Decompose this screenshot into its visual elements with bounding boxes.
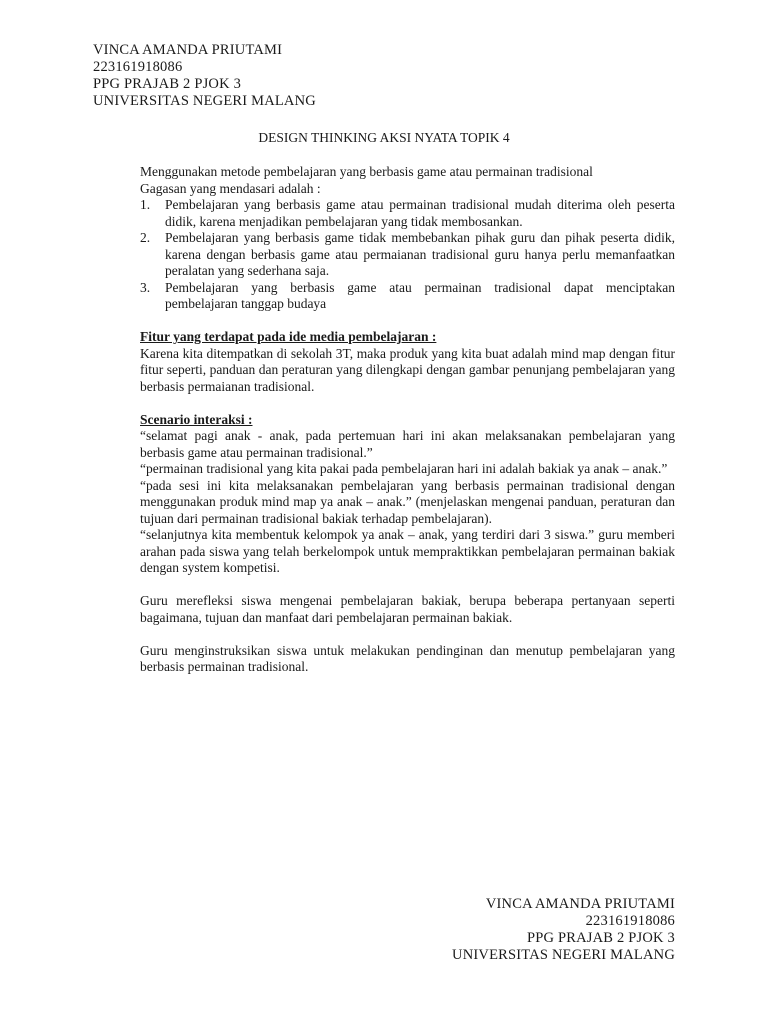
ideas-list [140, 197, 675, 313]
list-item [140, 197, 675, 230]
author-name: VINCA AMANDA PRIUTAMI [485, 896, 675, 912]
list-number: 2. [140, 230, 151, 245]
paragraph: “pada sesi ini kita melaksanakan pembelajaran yang berbasis permainan tradisional dengan menggunakan produk mind map ya anak – anak.” (menjelaskan mengenai panduan, peraturan dan tujuan dari permainan tradisional bakiak terhadap pembelajaran). [140, 477, 675, 526]
spacer [140, 395, 675, 412]
student-id: 223161918086 [585, 913, 675, 929]
spacer [140, 626, 675, 643]
paragraph: Guru menginstruksikan siswa untuk melakukan pendinginan dan menutup pembelajaran yang berbasis permainan tradisional. [140, 642, 675, 674]
spacer [140, 577, 675, 594]
program-name: PPG PRAJAB 2 PJOK 3 [93, 76, 242, 92]
list-text: Pembelajaran yang berbasis game tidak membebankan pihak guru dan pihak peserta didik, karena dengan berbasis game atau permaianan tradisional guru hanya perlu memanfaatkan peralatan yang sederhana saja. [165, 230, 675, 278]
list-number: 1. [140, 197, 151, 212]
list-item [140, 230, 675, 280]
program-name: PPG PRAJAB 2 PJOK 3 [526, 930, 675, 946]
paragraph: “permainan tradisional yang kita pakai pada pembelajaran hari ini adalah bakiak ya anak – anak.” [140, 461, 668, 476]
paragraph: “selanjutnya kita membentuk kelompok ya anak – anak, yang terdiri dari 3 siswa.” guru memberi arahan pada siswa yang telah berkelompok untuk mempraktikkan pembelajaran permainan bakiak dengan system kompetisi. [140, 527, 675, 575]
paragraph: Karena kita ditempatkan di sekolah 3T, maka produk yang kita buat adalah mind map dengan fitur fitur seperti, panduan dan peraturan yang dilengkapi dengan gambar penunjang pembelajaran yang berbasis permaianan tradisional. [140, 345, 675, 394]
intro-line: Menggunakan metode pembelajaran yang berbasis game atau permainan tradisional [140, 164, 593, 179]
university-name: UNIVERSITAS NEGERI MALANG [452, 947, 675, 963]
section-heading: Fitur yang terdapat pada ide media pembelajaran : [140, 329, 437, 344]
list-text: Pembelajaran yang berbasis game atau permainan tradisional mudah diterima oleh peserta didik, karena menjadikan pembelajaran yang tidak membosankan. [165, 197, 675, 229]
intro-line: Gagasan yang mendasari adalah : [140, 180, 321, 196]
paragraph: “selamat pagi anak - anak, pada pertemuan hari ini akan melaksanakan pembelajaran yang berbasis game atau permainan tradisional.” [140, 428, 675, 460]
university-name: UNIVERSITAS NEGERI MALANG [93, 93, 316, 109]
footer-block [452, 896, 675, 964]
list-text: Pembelajaran yang berbasis game atau permainan tradisional dapat menciptakan pembelajaran tanggap budaya [165, 279, 675, 311]
paragraph: Guru merefleksi siswa mengenai pembelajaran bakiak, berupa beberapa pertanyaan seperti bagaimana, tujuan dan manfaat dari pembelajaran permainan bakiak. [140, 593, 675, 625]
header-block [93, 42, 316, 110]
spacer [140, 313, 675, 330]
student-id: 223161918086 [93, 59, 183, 75]
section-heading: Scenario interaksi : [140, 411, 253, 427]
document-body [140, 164, 675, 676]
author-name: VINCA AMANDA PRIUTAMI [93, 42, 283, 58]
list-number: 3. [140, 279, 151, 295]
list-item [140, 280, 675, 313]
document-title: DESIGN THINKING AKSI NYATA TOPIK 4 [258, 130, 510, 145]
